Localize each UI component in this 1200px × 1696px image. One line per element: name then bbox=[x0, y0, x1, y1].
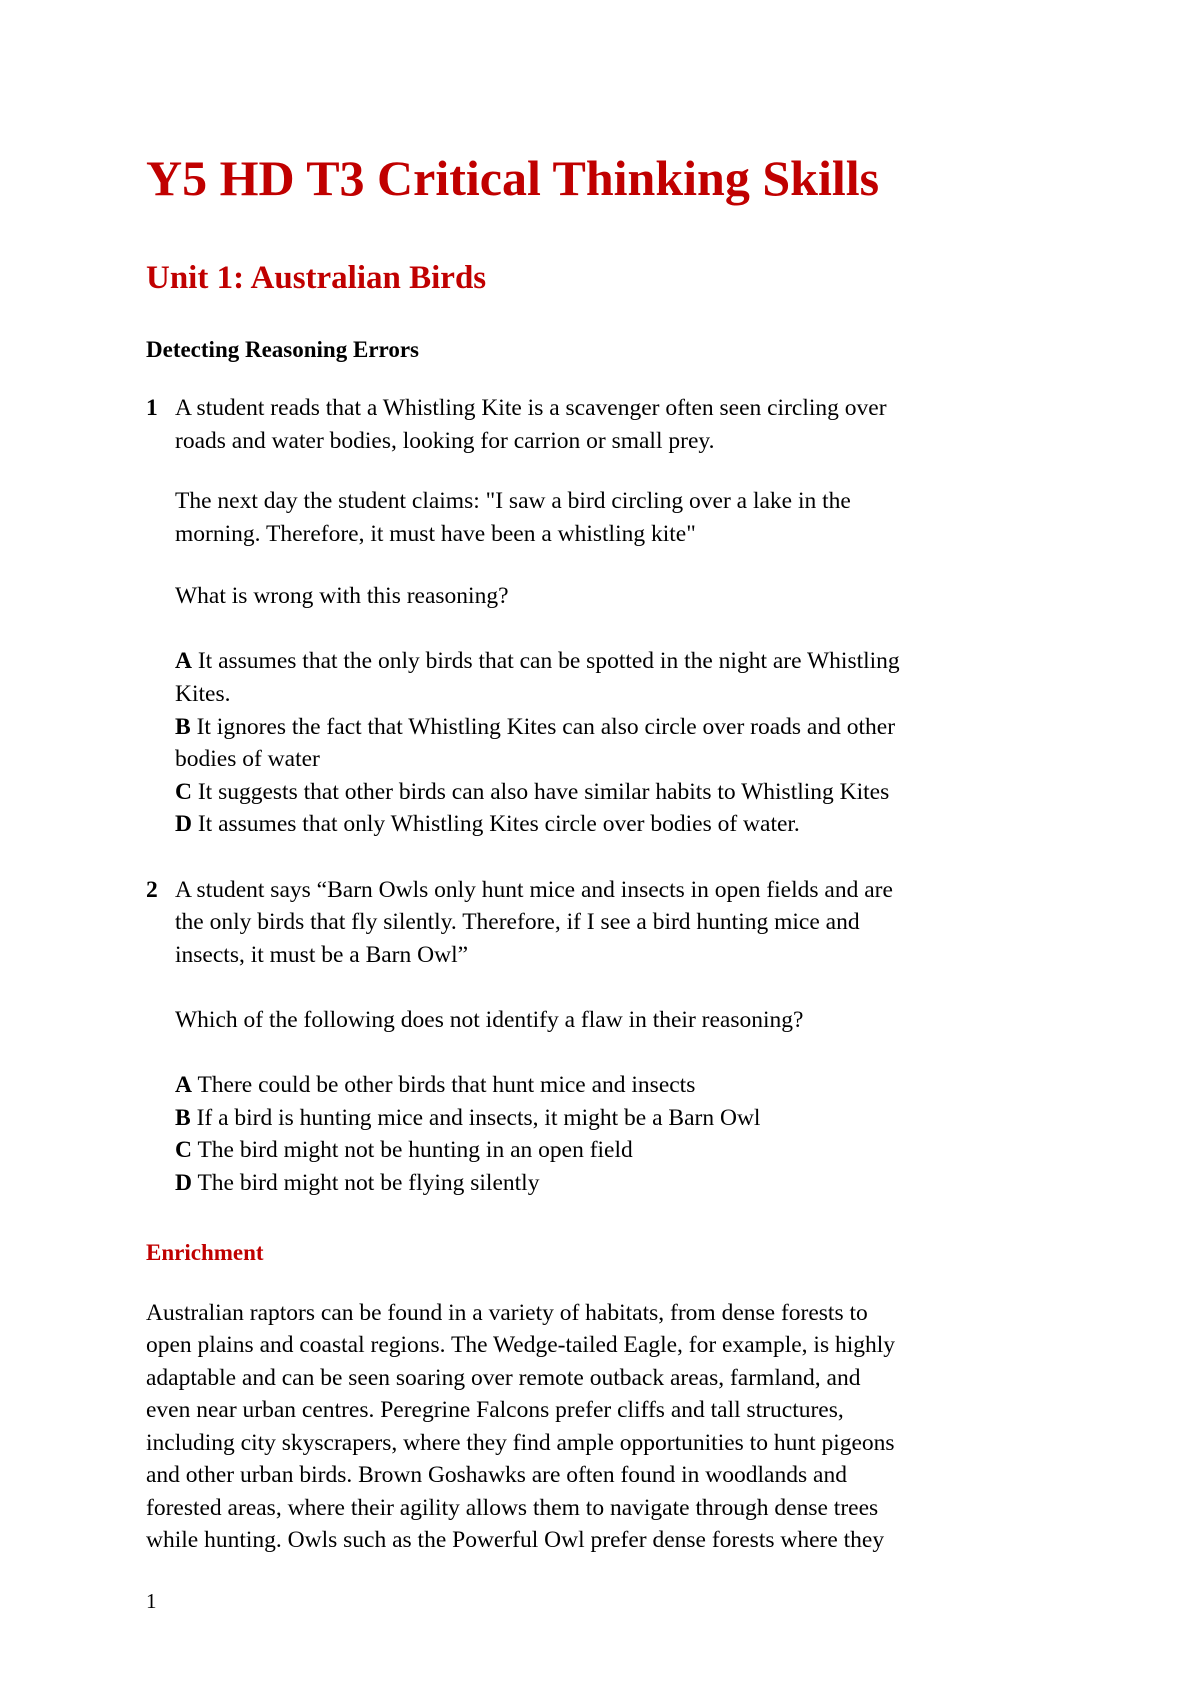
question-stem-line: roads and water bodies, looking for carrion or small prey. bbox=[175, 428, 715, 454]
option-letter: A bbox=[175, 1072, 192, 1098]
answer-option-b bbox=[175, 711, 895, 743]
paragraph-line: forested areas, where their agility allows them to navigate through dense trees bbox=[146, 1495, 879, 1521]
answer-option-a-continued: Kites. bbox=[175, 681, 231, 707]
option-letter: C bbox=[175, 1137, 192, 1163]
option-letter: A bbox=[175, 648, 192, 674]
paragraph-line: and other urban birds. Brown Goshawks are often found in woodlands and bbox=[146, 1462, 847, 1488]
paragraph-line: adaptable and can be seen soaring over remote outback areas, farmland, and bbox=[146, 1365, 861, 1391]
option-text: If a bird is hunting mice and insects, it might be a Barn Owl bbox=[196, 1105, 761, 1131]
question-claim-line: morning. Therefore, it must have been a whistling kite" bbox=[175, 521, 696, 547]
option-letter: D bbox=[175, 811, 192, 837]
answer-option-b bbox=[175, 1102, 760, 1134]
paragraph-line: Australian raptors can be found in a variety of habitats, from dense forests to bbox=[146, 1300, 868, 1326]
question-claim-line: The next day the student claims: "I saw a bird circling over a lake in the bbox=[175, 488, 851, 514]
question-stem-line: A student says “Barn Owls only hunt mice and insects in open fields and are bbox=[175, 877, 893, 903]
answer-option-a bbox=[175, 645, 900, 677]
paragraph-line: even near urban centres. Peregrine Falcons prefer cliffs and tall structures, bbox=[146, 1397, 844, 1423]
option-text: It suggests that other birds can also have similar habits to Whistling Kites bbox=[197, 779, 890, 805]
option-letter: B bbox=[175, 1105, 191, 1131]
paragraph-line: open plains and coastal regions. The Wedge-tailed Eagle, for example, is highly bbox=[146, 1332, 896, 1358]
option-letter: B bbox=[175, 714, 191, 740]
question-prompt: Which of the following does not identify a flaw in their reasoning? bbox=[175, 1007, 804, 1033]
option-letter: C bbox=[175, 779, 192, 805]
paragraph-line: including city skyscrapers, where they find ample opportunities to hunt pigeons bbox=[146, 1430, 895, 1456]
paragraph-line: while hunting. Owls such as the Powerful Owl prefer dense forests where they bbox=[146, 1527, 885, 1553]
option-text: It ignores the fact that Whistling Kites can also circle over roads and other bbox=[196, 714, 896, 740]
question-number: 2 bbox=[146, 877, 158, 903]
question-number: 1 bbox=[146, 395, 158, 421]
option-text: It assumes that the only birds that can be spotted in the night are Whistling bbox=[197, 648, 900, 674]
unit-title: Unit 1: Australian Birds bbox=[146, 260, 487, 296]
answer-option-a bbox=[175, 1069, 695, 1101]
page-number: 1 bbox=[146, 1589, 157, 1613]
answer-option-d bbox=[175, 808, 800, 840]
option-text: There could be other birds that hunt mice and insects bbox=[197, 1072, 696, 1098]
document-title: Y5 HD T3 Critical Thinking Skills bbox=[146, 150, 880, 206]
answer-option-c bbox=[175, 776, 889, 808]
section-heading: Detecting Reasoning Errors bbox=[146, 337, 419, 362]
answer-option-c bbox=[175, 1134, 633, 1166]
enrichment-heading: Enrichment bbox=[146, 1240, 264, 1265]
question-prompt: What is wrong with this reasoning? bbox=[175, 583, 509, 609]
answer-option-d bbox=[175, 1167, 539, 1199]
option-text: The bird might not be hunting in an open field bbox=[197, 1137, 633, 1163]
question-stem-line: insects, it must be a Barn Owl” bbox=[175, 942, 469, 968]
question-stem-line: the only birds that fly silently. Therefore, if I see a bird hunting mice and bbox=[175, 909, 860, 935]
option-text: It assumes that only Whistling Kites circle over bodies of water. bbox=[197, 811, 800, 837]
question-stem-line: A student reads that a Whistling Kite is a scavenger often seen circling over bbox=[175, 395, 887, 421]
option-letter: D bbox=[175, 1170, 192, 1196]
option-text: The bird might not be flying silently bbox=[197, 1170, 540, 1196]
answer-option-b-continued: bodies of water bbox=[175, 746, 320, 772]
